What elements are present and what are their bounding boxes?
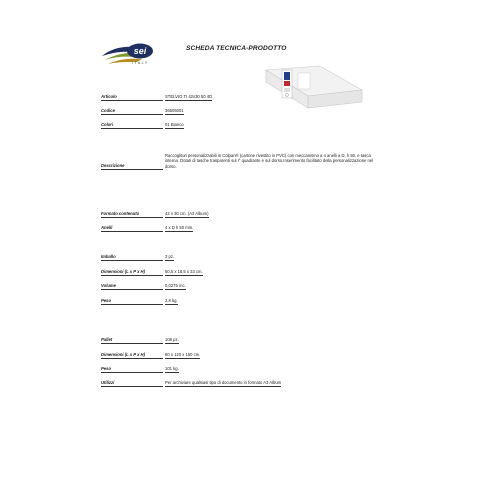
page-title: SCHEDA TECNICA-PRODOTTO	[186, 45, 287, 52]
value-volume: 0,0275 mc.	[165, 283, 186, 290]
value-colori: 01 Bianco	[165, 122, 184, 129]
label-volume: Volume	[101, 283, 163, 290]
spine-label-blue	[284, 72, 290, 80]
label-dimensioni-pallet: Dimensioni (L x P x H)	[101, 352, 163, 359]
value-articolo: STELVIO TI 42x30 50 4D	[165, 94, 212, 101]
value-peso-pallet: 101 kg.	[165, 366, 179, 373]
spine-label-red	[284, 81, 290, 86]
value-descrizione: Raccoglitori personalizzabili in Colpan® (cartone rivestito in PVC) con meccanismo a 4 anelli a D, h 50, e tasca interna. Dotati di tasche trasparenti sul I° quadrante e sul dorso.Inserimento facilitato della personalizzazione nel dorso.	[165, 153, 374, 169]
sei-logo	[100, 36, 160, 68]
spine-window	[298, 73, 310, 89]
label-peso-pallet: Peso	[101, 366, 163, 373]
label-descrizione: Descrizione	[101, 163, 163, 170]
label-anelli: Anelli	[101, 225, 163, 232]
logo-subtitle: ITALY	[132, 61, 149, 65]
logo-text: sei	[133, 46, 147, 56]
value-utilizzi: Per archiviare qualsiasi tipo di documento in formato A3 Album	[165, 380, 281, 387]
label-imballo: Imballo	[101, 254, 163, 261]
label-codice: Codice	[101, 108, 163, 115]
value-imballo: 3 pz.	[165, 254, 174, 261]
label-dimensioni-imballo: Dimensioni (L x P x H)	[101, 269, 163, 276]
product-image	[258, 64, 370, 116]
value-codice: 36505001	[165, 108, 184, 115]
label-articolo: Articolo	[101, 94, 163, 101]
value-formato-contenuto: 42 x 30 cm. (A3 Album)	[165, 211, 209, 218]
value-anelli: 4 x D h 50 mm.	[165, 225, 193, 232]
label-colori: Colori	[101, 122, 163, 129]
value-peso-imballo: 2,8 kg.	[165, 298, 178, 305]
value-dimensioni-pallet: 80 x 120 x 150 cm.	[165, 352, 200, 359]
label-peso-imballo: Peso	[101, 298, 163, 305]
label-formato-contenuto: Formato contenuto	[101, 211, 163, 218]
label-utilizzi: Utilizzi	[101, 380, 163, 387]
value-dimensioni-imballo: 50,5 x 16,5 x 33 cm.	[165, 269, 203, 276]
label-pallet: Pallet	[101, 337, 163, 344]
value-pallet: 108 pz.	[165, 337, 179, 344]
